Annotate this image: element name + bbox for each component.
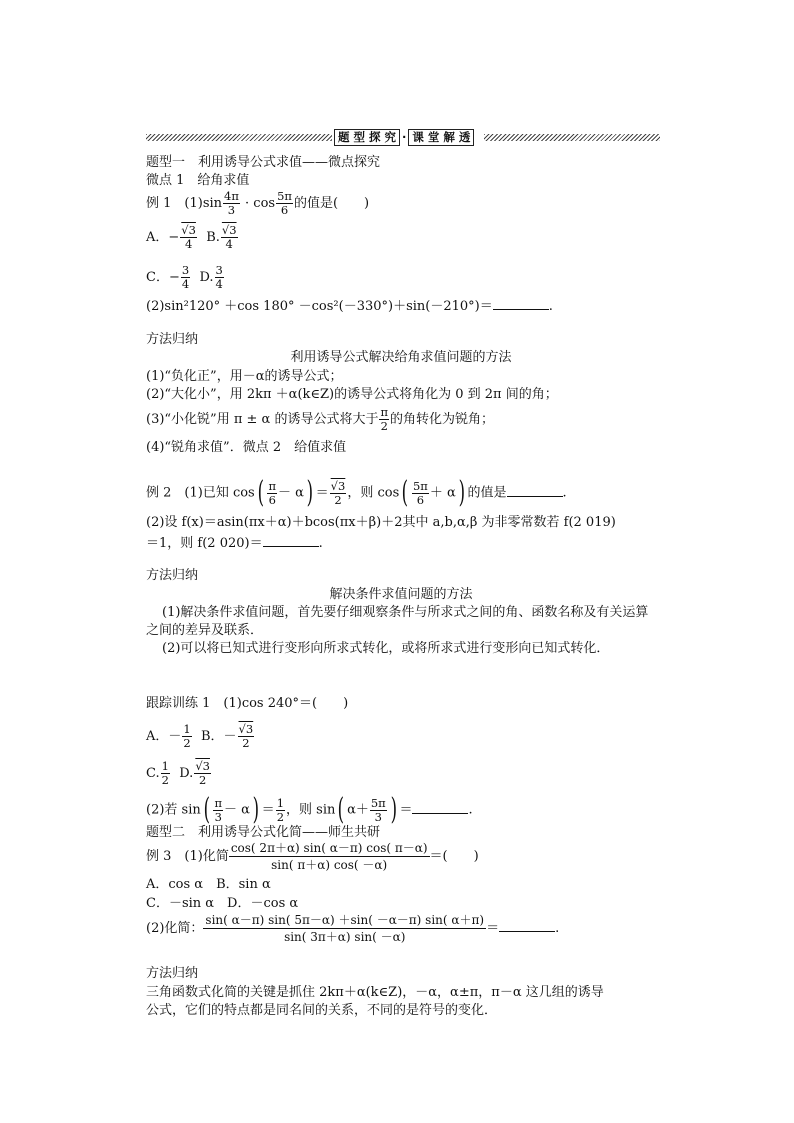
method1-title: 利用诱导公式解决给角求值问题的方法 — [290, 350, 512, 365]
example2-q2-line1: (2)设 f(x)＝asin(πx＋α)＋bcos(πx＋β)＋2其中 a,b,α,β 为非零常数若 f(2 019) — [146, 515, 616, 530]
method2-p2: (2)可以将已知式进行变形向所求式转化，或将所求式进行变形向已知式转化． — [162, 641, 610, 656]
example1-q2: (2)sin²120° ＋cos 180° －cos²(－330°)＋sin(－210°)＝ . — [146, 299, 553, 314]
banner-sep: · — [402, 130, 407, 144]
answer-blank — [499, 919, 555, 932]
method3-p1: 三角函数式化简的关键是抓住 2kπ＋α(k∈Z)，－α，α±π，π－α 这几组的诱导 — [146, 985, 604, 1000]
method2-p1a: (1)解决条件求值问题，首先要仔细观察条件与所求式之间的角、函数名称及有关运算 — [162, 605, 649, 620]
method2-label: 方法归纳 — [146, 568, 199, 583]
method1-item2: (2)“大化小”，用 2kπ ＋α(k∈Z)的诱导公式将角化为 0 到 2π 间的角； — [146, 387, 558, 402]
method1-item3: (3)“小化锐”用 π ± α 的诱导公式将大于 $\frac{\pi}{2}$ 的角转化为锐角； — [146, 405, 495, 433]
example2-q1: 例 2 (1)已知 cos( $\frac{\pi}{6}$ － α) ＝ $\frac{√3}{2}$ ，则 cos( $\frac{5\pi}{6}$ ＋ α) 的值是 . — [146, 475, 567, 510]
method1-item1: (1)“负化正”，用－α的诱导公式； — [146, 369, 343, 384]
method2-title: 解决条件求值问题的方法 — [329, 587, 473, 602]
track1-q2: (2)若 sin( $\frac{\pi}{3}$ － α) ＝ $\frac{1}{2}$ ，则 sin( α＋ $\frac{5\pi}{3}$ ) ＝ . — [146, 792, 473, 827]
example2-q2-line2: ＝1，则 f(2 020)＝ . — [146, 536, 323, 551]
example3-q2: (2)化简： $\frac{\sin( \alpha-\pi) \sin( 5\pi-\alpha) +\sin( -\alpha-\pi) \sin( \alpha+\pi)}{\sin( 3\pi+\alpha) \sin( -\alpha)}$ ＝ . — [146, 913, 560, 944]
answer-blank — [507, 484, 563, 497]
method2-p1b: 之间的差异及联系． — [146, 623, 264, 638]
section-banner — [334, 128, 474, 146]
answer-blank — [412, 801, 468, 814]
banner-part2: 课 堂 解 透 — [408, 129, 474, 146]
method1-label: 方法归纳 — [146, 332, 199, 347]
type2-title: 题型二 利用诱导公式化简——师生共研 — [146, 825, 381, 840]
answer-blank — [493, 297, 549, 310]
example1-options-cd: C．− $\frac{3}{4}$ D. $\frac{3}{4}$ — [146, 263, 223, 291]
banner-part1: 题 型 探 究 — [334, 129, 400, 146]
example3-options-cd: C．－sin α D．－cos α — [146, 896, 299, 911]
track1-q1: 跟踪训练 1 (1)cos 240°＝( ) — [146, 696, 349, 711]
method3-label: 方法归纳 — [146, 966, 199, 981]
answer-blank — [263, 534, 319, 547]
track1-options-cd: C. $\frac{1}{2}$ D. $\frac{√3}{2}$ — [146, 759, 210, 787]
example3-options-ab: A．cos α B．sin α — [146, 877, 271, 892]
micro1-title: 微点 1 给角求值 — [146, 173, 250, 188]
example1-q1: 例 1 (1)sin $\frac{4\pi}{3}$ · cos $\frac{5\pi}{6}$ 的值是( ) — [146, 189, 370, 217]
method3-p2: 公式，它们的特点都是同名间的关系，不同的是符号的变化． — [146, 1003, 498, 1018]
example3-q1: 例 3 (1)化简 $\frac{\cos( 2\pi+\alpha) \sin( \alpha-\pi) \cos( \pi-\alpha)}{\sin( \pi+\alpha) \cos( -\alpha)}$ ＝( ) — [146, 841, 479, 872]
type1-title: 题型一 利用诱导公式求值——微点探究 — [146, 155, 381, 170]
example1-options-ab: A．− $\frac{√3}{4}$ B. $\frac{√3}{4}$ — [146, 223, 237, 251]
method1-item4: (4)“锐角求值”．微点 2 给值求值 — [146, 440, 347, 455]
banner-left-rule — [146, 134, 332, 141]
banner-right-rule — [484, 134, 660, 141]
track1-options-ab: A．－ $\frac{1}{2}$ B．－ $\frac{√3}{2}$ — [146, 722, 254, 750]
